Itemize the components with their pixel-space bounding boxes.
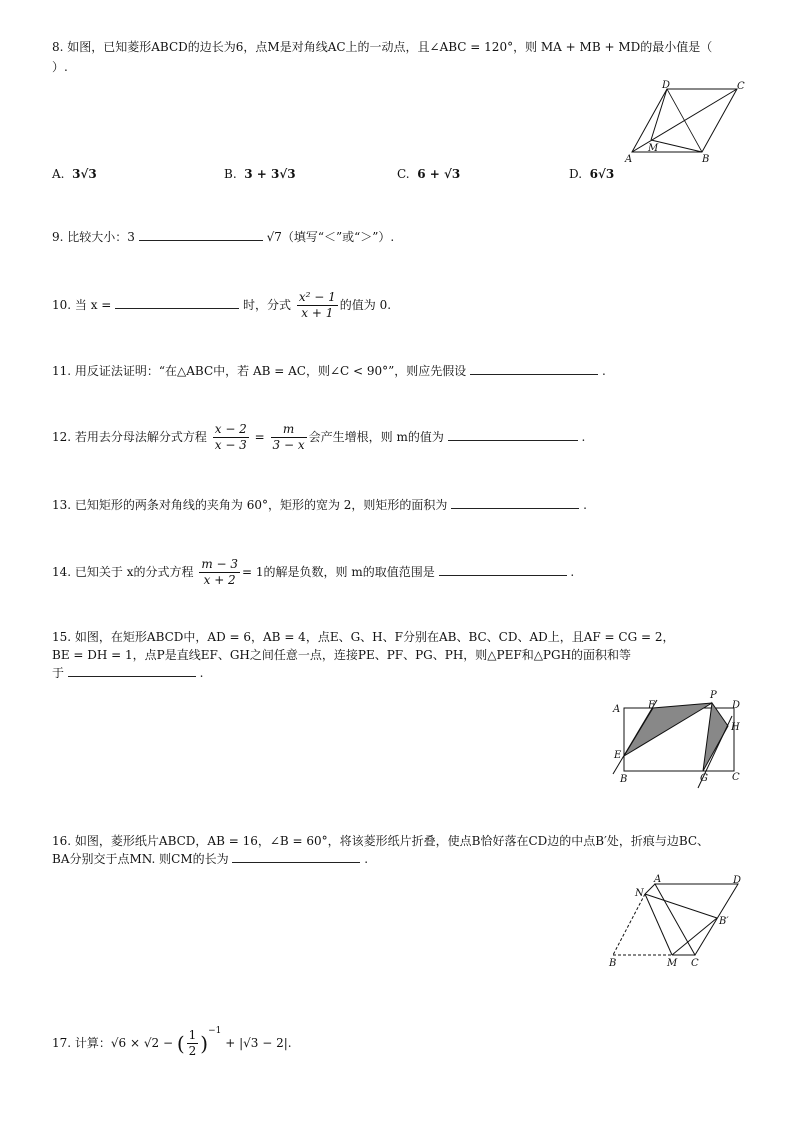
q9-answer-blank[interactable] [139, 228, 263, 241]
q16-label-a: A [654, 874, 662, 885]
q14-line: 14. 已知关于 x的分式方程 $\frac{m - 3}{x + 2}$ = 1的解是负数，则 m的取值范围是 . [52, 557, 575, 587]
q15-line2: BE = DH = 1，点P是直线EF、GH之间任意一点，连接PE、PF、PG、PH，则△PEF和△PGH的面积和等 [52, 648, 632, 662]
q15-label-p: P [710, 690, 717, 701]
q9-line: 9. 比较大小：3 √7（填写“＜”或“＞”）. [52, 230, 395, 244]
q11-answer-blank[interactable] [470, 362, 598, 375]
q8-label-a: A [625, 154, 633, 165]
q8-rhombus-figure [625, 80, 755, 165]
q15-label-e: E [614, 750, 622, 761]
q17-line: 17. 计算：√6 × √2 − ( $\frac{1}{2}$ )$^{-1}$ + |√3 − 2|. [52, 1026, 292, 1058]
q8-line2: ）. [52, 60, 68, 74]
q13-line: 13. 已知矩形的两条对角线的夹角为 60°，矩形的宽为 2，则矩形的面积为 . [52, 498, 587, 512]
q8-label-m: M [648, 143, 659, 154]
q16-label-n: N [635, 888, 644, 899]
q14-fraction: $\frac{m - 3}{x + 2}$ [201, 557, 239, 587]
q10-line: 10. 当 x = 时，分式 $\frac{\text{x² − 1}}{x + 1}$ 的值为 0. [52, 290, 392, 320]
q15-rectangle-figure [610, 688, 745, 788]
q16-line1: 16. 如图，菱形纸片ABCD，AB = 16，∠B = 60°，将该菱形纸片折叠，使点B恰好落在CD边的中点B′处，折痕与边BC、 [52, 834, 710, 848]
q8-label-c: C [737, 81, 745, 92]
q8-option-c[interactable]: C. 6 + √3 [397, 167, 461, 181]
q12-fraction-left: $\frac{x - 2}{x - 3}$ [214, 422, 247, 452]
q15-label-f: F [648, 700, 655, 711]
q15-label-d: D [732, 700, 741, 711]
q17-fraction: $\frac{1}{2}$ [188, 1028, 197, 1058]
q12-line: 12. 若用去分母法解分式方程 $\frac{x - 2}{x - 3}$ = $\frac{m}{3 - x}$ 会产生增根，则 m的值为 . [52, 422, 586, 452]
q12-answer-blank[interactable] [448, 428, 578, 441]
q16-label-b: B [609, 958, 617, 969]
q16-line2: BA分别交于点MN. 则CM的长为 . [52, 852, 369, 866]
q15-label-b: B [620, 774, 628, 785]
q8-label-d: D [662, 80, 671, 91]
q13-answer-blank[interactable] [451, 496, 579, 509]
q16-label-c: C [691, 958, 699, 969]
q8-label-b: B [702, 154, 710, 165]
q15-label-c: C [732, 772, 740, 783]
q8-option-d[interactable]: D. 6√3 [569, 167, 615, 181]
q15-label-a: A [613, 704, 621, 715]
q16-rhombus-figure [605, 872, 750, 972]
q8-option-b[interactable]: B. 3 + 3√3 [224, 167, 296, 181]
q11-line: 11. 用反证法证明：“在△ABC中，若 AB = AC，则∠C < 90°”，则应先假设 . [52, 364, 606, 378]
q8-line1: 8. 如图，已知菱形ABCD的边长为6，点M是对角线AC上的一动点，且∠ABC = 120°，则 MA + MB + MD的最小值是（ [52, 40, 713, 54]
q16-label-m: M [667, 958, 678, 969]
q15-label-h: H [731, 722, 740, 733]
q8-option-a[interactable]: A. 3√3 [52, 167, 97, 181]
q15-line3: 于 . [52, 666, 204, 680]
q12-fraction-right: $\frac{m}{3 - x}$ [272, 422, 305, 452]
q10-answer-blank[interactable] [115, 296, 239, 309]
q10-fraction: $\frac{\text{x² − 1}}{x + 1}$ [298, 290, 336, 320]
q15-line1: 15. 如图，在矩形ABCD中，AD = 6，AB = 4，点E、G、H、F分别在AB、BC、CD、AD上，且AF = CG = 2， [52, 630, 675, 644]
q16-label-d: D [733, 875, 742, 886]
q16-label-b-prime: B′ [719, 916, 729, 927]
q15-answer-blank[interactable] [68, 664, 196, 677]
q16-answer-blank[interactable] [232, 850, 360, 863]
q14-answer-blank[interactable] [439, 563, 567, 576]
q15-label-g: G [700, 773, 708, 784]
